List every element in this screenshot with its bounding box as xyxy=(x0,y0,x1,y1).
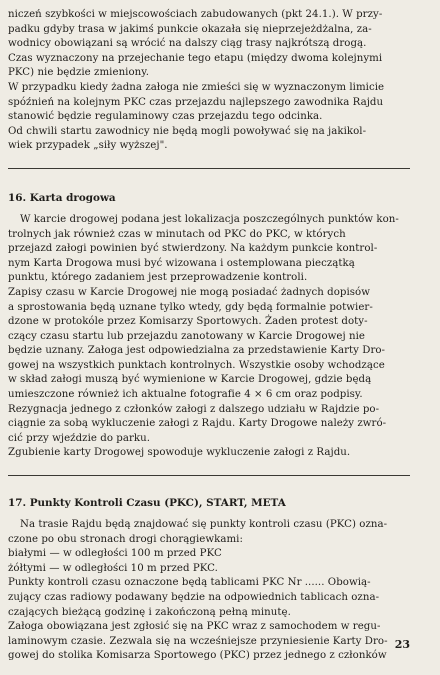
text-line: gowej do stolika Komisarza Sportowego (PKC) przez jednego z członków xyxy=(8,650,387,662)
text-line: czone po obu stronach drogi chorągiewkami: xyxy=(8,533,243,545)
text-line: umieszczone również ich aktualne fotografie 4 × 6 cm oraz podpisy. xyxy=(8,389,363,401)
text-line: W przypadku kiedy żadna załoga nie zmieści się w wyznaczonym limicie xyxy=(8,81,385,93)
section-17-text xyxy=(8,518,410,664)
intro-text xyxy=(8,8,410,154)
text-line: padku gdyby trasa w jakimś punkcie okazała się nieprzejeżdżalna, za- xyxy=(8,23,372,35)
text-line: Załoga obowiązana jest zgłosić się na PKC wraz z samochodem w regu- xyxy=(8,621,381,633)
text-line: białymi — w odległości 100 m przed PKC xyxy=(8,548,222,560)
text-line: w skład załogi muszą być wymienione w Karcie Drogowej, gdzie będą xyxy=(8,374,372,386)
text-line: zujący czas radiowy podawany będzie na odpowiednich tablicach ozna- xyxy=(8,592,380,603)
text-line: a sprostowania będą uznane tylko wtedy, gdy będą formalnie potwier- xyxy=(8,301,373,313)
text-line: ciągnie za sobą wykluczenie załogi z Rajdu. Karty Drogowe należy zwró- xyxy=(8,418,387,430)
text-line: żółtymi — w odległości 10 m przed PKC. xyxy=(8,562,218,574)
text-line: przejazd załogi powinien być stwierdzony. Na każdym punkcie kontrol- xyxy=(8,243,378,255)
text-line: punktu, którego zadaniem jest przeprowadzenie kontroli. xyxy=(8,272,308,284)
text-line: spóźnień na kolejnym PKC czas przejazdu najlepszego zawodnika Rajdu xyxy=(8,96,384,108)
text-line: Czas wyznaczony na przejechanie tego etapu (między dwoma kolejnymi xyxy=(8,52,383,64)
text-line: stanowić będzie regulaminowy czas przejazdu tego odcinka. xyxy=(8,111,323,123)
text-line: W karcie drogowej podana jest lokalizacja poszczególnych punktów kon- xyxy=(20,213,399,225)
text-line: laminowym czasie. Zezwala się na wcześniejsze przyniesienie Karty Dro- xyxy=(8,635,388,647)
section-heading-karta-drogowa: 16. Karta drogowa xyxy=(8,191,116,204)
section-divider xyxy=(8,168,410,169)
text-line: wiek przypadek „siły wyższej". xyxy=(8,140,168,152)
section-divider xyxy=(8,475,410,476)
text-line: Od chwili startu zawodnicy nie będą mogli powoływać się na jakikol- xyxy=(8,125,367,137)
text-line: czący czasu startu lub przejazdu zanotowany w Karcie Drogowej nie xyxy=(8,330,365,342)
text-line: nym Karta Drogowa musi być wizowana i ostemplowana pieczątką xyxy=(8,257,355,269)
text-line: Punkty kontroli czasu oznaczone będą tablicami PKC Nr ...... Obowią- xyxy=(8,577,371,589)
text-line: gowej na wszystkich punktach kontrolnych. Wszystkie osoby wchodzące xyxy=(8,359,385,371)
text-line: będzie uznany. Załoga jest odpowiedzialna za przedstawienie Karty Dro- xyxy=(8,345,386,357)
text-line: cić przy wjeździe do parku. xyxy=(8,432,151,444)
section-16-text xyxy=(8,213,410,461)
text-line: niczeń szybkości w miejscowościach zabudowanych (pkt 24.1.). W przy- xyxy=(8,9,383,20)
text-line: Zapisy czasu w Karcie Drogowej nie mogą posiadać żadnych dopisów xyxy=(8,286,371,298)
text-line: PKC) nie będzie zmieniony. xyxy=(8,67,150,79)
text-line: Zgubienie karty Drogowej spowoduje wykluczenie załogi z Rajdu. xyxy=(8,447,351,459)
text-line: czających bieżącą godzinę i zakończoną pełną minutę. xyxy=(8,606,291,618)
text-line: dzone w protokóle przez Komisarzy Sportowych. Żaden protest doty- xyxy=(8,316,368,328)
text-line: Rezygnacja jednego z członków załogi z dalszego udziału w Rajdzie po- xyxy=(8,403,380,415)
page-number: 23 xyxy=(394,638,410,651)
text-line: trolnych jak również czas w minutach od PKC do PKC, w których xyxy=(8,228,346,240)
section-heading-punkty-kontroli: 17. Punkty Kontroli Czasu (PKC), START, META xyxy=(8,497,286,510)
text-line: Na trasie Rajdu będą znajdować się punkty kontroli czasu (PKC) ozna- xyxy=(20,519,388,531)
text-line: wodnicy obowiązani są wrócić na dalszy ciąg trasy najkrótszą drogą. xyxy=(8,38,367,50)
